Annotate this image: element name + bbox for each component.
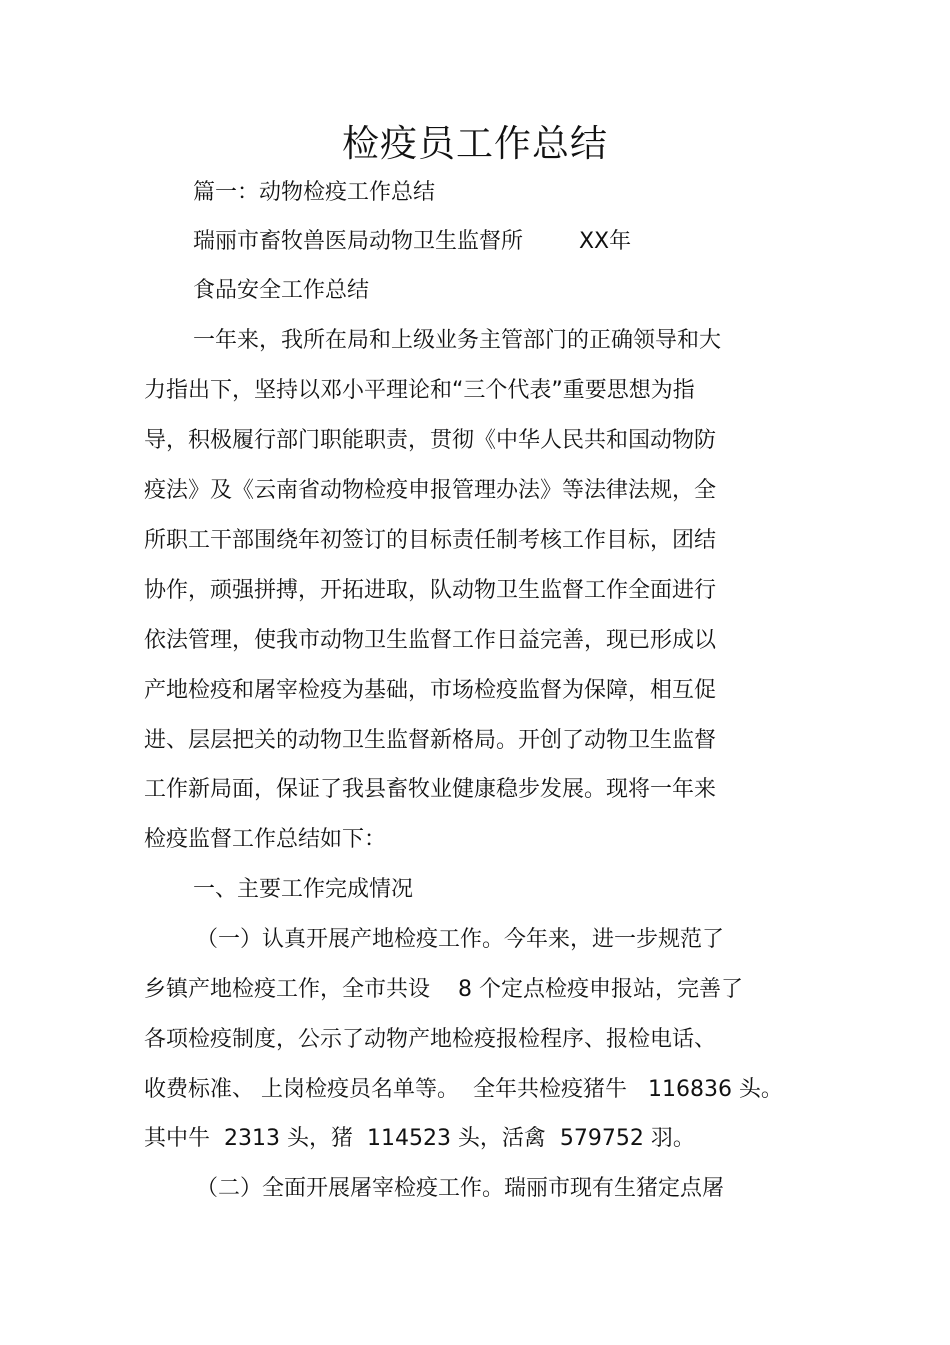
paragraph-line: 检疫监督工作总结如下： bbox=[144, 827, 387, 852]
paragraph-line: 其中牛 2313 头，猪 114523 头，活禽 579752 羽。 bbox=[144, 1126, 695, 1151]
paragraph-line: 收费标准、 上岗检疫员名单等。 全年共检疫猪牛 116836 头。 bbox=[144, 1077, 783, 1102]
paragraph-line: 协作，顽强拼搏，开拓进取，队动物卫生监督工作全面进行 bbox=[144, 578, 717, 603]
article-heading: 篇一：动物检疫工作总结 bbox=[193, 180, 436, 205]
section-heading: 一、主要工作完成情况 bbox=[193, 877, 414, 902]
paragraph-line: 产地检疫和屠宰检疫为基础，市场检疫监督为保障，相互促 bbox=[144, 678, 717, 703]
paragraph-line: 乡镇产地检疫工作，全市共设 8 个定点检疫申报站，完善了 bbox=[144, 977, 743, 1002]
organization-line: 瑞丽市畜牧兽医局动物卫生监督所 XX年 bbox=[193, 229, 632, 254]
paragraph-line: 疫法》及《云南省动物检疫申报管理办法》等法律法规，全 bbox=[144, 478, 717, 503]
paragraph-line: 依法管理，使我市动物卫生监督工作日益完善，现已形成以 bbox=[144, 628, 717, 653]
paragraph-line: 进、层层把关的动物卫生监督新格局。开创了动物卫生监督 bbox=[144, 728, 717, 753]
document-title: 检疫员工作总结 bbox=[342, 122, 608, 165]
report-subtitle: 食品安全工作总结 bbox=[193, 278, 370, 303]
paragraph-line: 各项检疫制度，公示了动物产地检疫报检程序、报检电话、 bbox=[144, 1027, 717, 1052]
paragraph-line: 一年来，我所在局和上级业务主管部门的正确领导和大 bbox=[193, 328, 722, 353]
paragraph-line: （一）认真开展产地检疫工作。今年来，进一步规范了 bbox=[196, 927, 725, 952]
paragraph-line: 力指出下，坚持以邓小平理论和“三个代表”重要思想为指 bbox=[144, 378, 695, 403]
paragraph-line: 导，积极履行部门职能职责，贯彻《中华人民共和国动物防 bbox=[144, 428, 717, 453]
paragraph-line: 所职工干部围绕年初签订的目标责任制考核工作目标，团结 bbox=[144, 528, 717, 553]
paragraph-line: 工作新局面，保证了我县畜牧业健康稳步发展。现将一年来 bbox=[144, 777, 717, 802]
paragraph-line: （二）全面开展屠宰检疫工作。瑞丽市现有生猪定点屠 bbox=[196, 1176, 725, 1201]
